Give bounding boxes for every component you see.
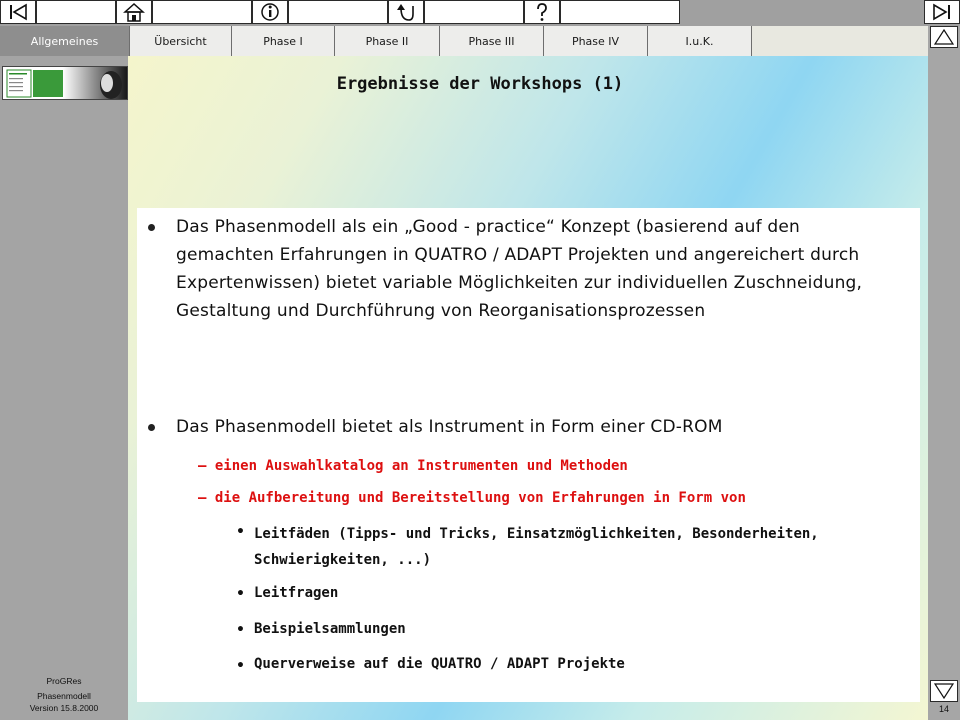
right-scroll-strip — [928, 26, 960, 720]
dash-item-1: – einen Auswahlkatalog an Instrumenten und Methoden — [198, 458, 628, 474]
toolbar-spacer — [36, 0, 116, 24]
sidebar — [0, 56, 128, 720]
page-title: Ergebnisse der Workshops (1) — [336, 74, 624, 94]
tab-phase-1[interactable]: Phase I — [232, 26, 335, 56]
bullet-dot — [148, 424, 155, 431]
sub-bullet: • — [236, 586, 245, 602]
sub-item-2: Leitfragen — [254, 585, 339, 601]
bullet-text-2: Das Phasenmodell bietet als Instrument in Form einer CD-ROM — [176, 417, 723, 437]
bullet-text-1: Das Phasenmodell als ein „Good - practice“ Konzept (basierend auf den gemachten Erfahrungen in QUATRO / ADAPT Projekten und angereichert durch Expertenwissen) bietet variable Möglichkeiten zur individuellen Zuschneidung, Gestaltung und Durchführung von Reorganisationsprozessen — [176, 217, 863, 321]
toolbar-gap — [680, 0, 924, 24]
first-page-button[interactable] — [0, 0, 36, 24]
dash-item-2: – die Aufbereitung und Bereitstellung von Erfahrungen in Form von — [198, 490, 746, 506]
scroll-up-button[interactable] — [930, 26, 958, 48]
info-icon — [259, 2, 281, 22]
sub-item-4: Querverweise auf die QUATRO / ADAPT Projekte — [254, 656, 625, 672]
sub-bullet: • — [236, 622, 245, 638]
page-number: 14 — [938, 704, 949, 714]
toolbar-spacer — [560, 0, 680, 24]
tab-uebersicht[interactable]: Übersicht — [130, 26, 232, 56]
help-icon — [531, 2, 553, 22]
tab-phase-4[interactable]: Phase IV — [544, 26, 648, 56]
toolbar-spacer — [152, 0, 252, 24]
scroll-down-button[interactable] — [930, 680, 958, 702]
up-arrow-icon — [934, 29, 954, 45]
footer-org: ProGRes — [46, 676, 82, 686]
tab-allgemeines[interactable]: Allgemeines — [0, 26, 130, 56]
tab-bar — [0, 26, 928, 56]
sub-item-1: Leitfäden (Tipps- und Tricks, Einsatzmöglichkeiten, Besonderheiten, Schwierigkeiten, ...) — [254, 526, 819, 568]
last-page-button[interactable] — [924, 0, 960, 24]
tab-phase-3[interactable]: Phase III — [440, 26, 544, 56]
info-button[interactable] — [252, 0, 288, 24]
home-button[interactable] — [116, 0, 152, 24]
sub-bullet: • — [236, 658, 245, 674]
sub-bullet: • — [236, 524, 245, 540]
footer-version: Version 15.8.2000 — [29, 703, 99, 713]
last-icon — [931, 3, 953, 21]
help-button[interactable] — [524, 0, 560, 24]
toolbar-spacer — [424, 0, 524, 24]
toolbar — [0, 0, 960, 26]
sub-item-3: Beispielsammlungen — [254, 621, 406, 637]
toolbar-spacer — [288, 0, 388, 24]
down-arrow-icon — [934, 683, 954, 699]
bullet-dot — [148, 224, 155, 231]
footer-doc: Phasenmodell — [37, 691, 91, 701]
home-icon — [123, 2, 145, 22]
undo-icon — [395, 2, 417, 22]
first-icon — [7, 3, 29, 21]
tab-phase-2[interactable]: Phase II — [335, 26, 440, 56]
back-button[interactable] — [388, 0, 424, 24]
tab-bar-fill — [752, 26, 928, 56]
tab-iuk[interactable]: I.u.K. — [648, 26, 752, 56]
